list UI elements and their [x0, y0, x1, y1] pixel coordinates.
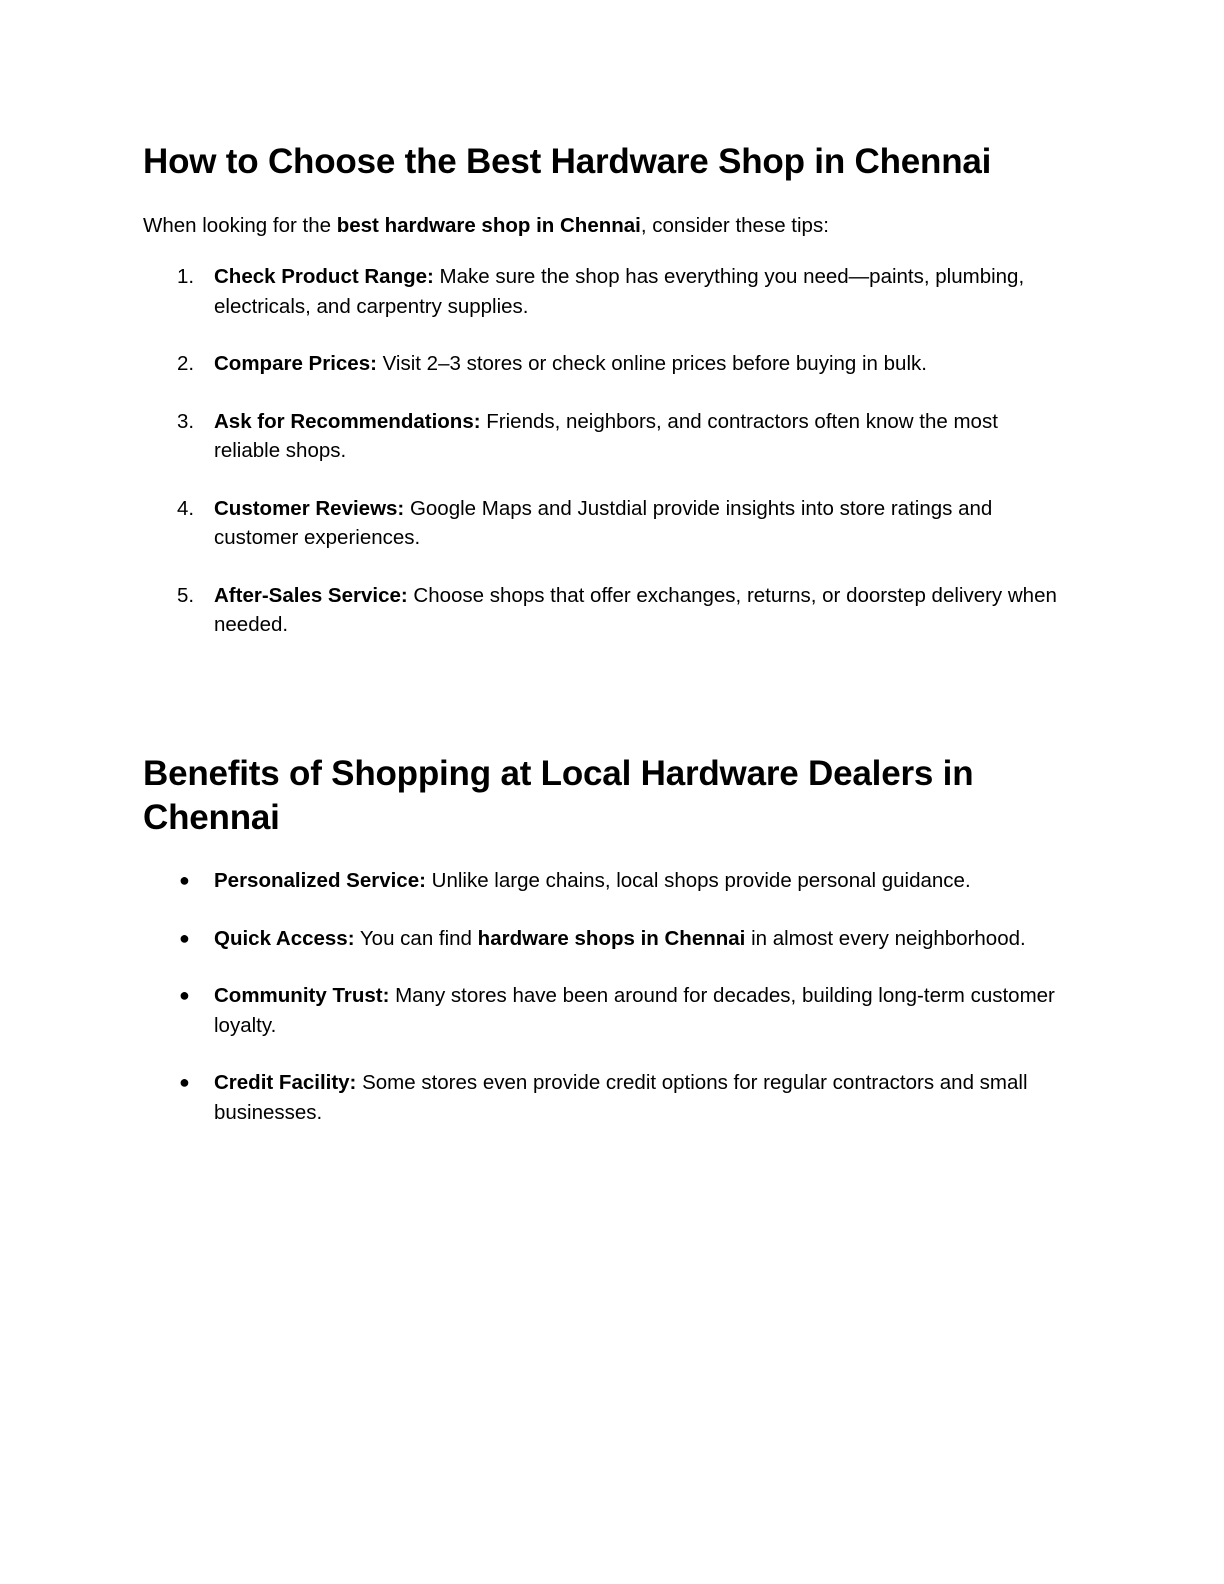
item-text: Many stores have been around for decades, building long-term customer loyalty.	[214, 984, 1055, 1037]
list-item	[143, 866, 1063, 896]
item-text-bold: hardware shops in Chennai	[477, 926, 746, 950]
list-item	[143, 494, 1063, 553]
section-heading-benefits: Benefits of Shopping at Local Hardware Dealers in Chennai	[143, 754, 974, 837]
list-item	[143, 262, 1063, 321]
list-number: 4.	[177, 496, 195, 520]
list-number: 1.	[177, 265, 195, 288]
list-number: 5.	[177, 583, 195, 607]
bullet-icon: ●	[179, 870, 190, 890]
item-label: Check Product Range:	[214, 265, 434, 288]
item-text: Google Maps and Justdial provide insights into store ratings and customer experiences.	[214, 496, 993, 549]
list-item	[143, 924, 1063, 954]
intro-text-bold: best hardware shop in Chennai	[336, 214, 641, 237]
list-item	[143, 407, 1063, 466]
list-item	[143, 349, 1063, 379]
item-text: Make sure the shop has everything you need—paints, plumbing, electricals, and carpentry supplies.	[214, 265, 1025, 318]
item-label: Quick Access:	[214, 926, 355, 950]
item-text: Some stores even provide credit options for regular contractors and small businesses.	[214, 1071, 1028, 1124]
item-label: Customer Reviews:	[214, 496, 405, 520]
intro-text-after: , consider these tips:	[640, 214, 829, 237]
benefits-bullet-list	[143, 866, 1063, 1155]
item-label: Community Trust:	[214, 984, 390, 1007]
intro-paragraph	[143, 211, 829, 240]
list-item	[143, 981, 1063, 1040]
item-label: Compare Prices:	[214, 352, 377, 375]
item-text: Unlike large chains, local shops provide personal guidance.	[425, 869, 971, 892]
item-label: Ask for Recommendations:	[214, 409, 481, 433]
bullet-icon: ●	[179, 927, 190, 948]
item-text: You can find	[354, 926, 478, 950]
section-heading-choose-shop: How to Choose the Best Hardware Shop in Chennai	[143, 142, 992, 181]
list-item	[143, 1068, 1063, 1127]
intro-text-before: When looking for the	[143, 214, 337, 237]
list-number: 3.	[177, 409, 195, 433]
item-label: Credit Facility:	[214, 1071, 357, 1094]
item-label: After-Sales Service:	[214, 583, 408, 607]
item-label: Personalized Service:	[214, 869, 426, 892]
item-text-after: in almost every neighborhood.	[745, 926, 1026, 950]
list-item	[143, 581, 1063, 640]
item-text: Visit 2–3 stores or check online prices before buying in bulk.	[376, 352, 927, 375]
item-text: Choose shops that offer exchanges, returns, or doorstep delivery when needed.	[214, 583, 1057, 636]
bullet-icon: ●	[179, 1072, 190, 1092]
tips-numbered-list	[143, 262, 1063, 668]
item-text: Friends, neighbors, and contractors often know the most reliable shops.	[214, 409, 998, 462]
bullet-icon: ●	[179, 985, 190, 1005]
list-number: 2.	[177, 352, 195, 375]
